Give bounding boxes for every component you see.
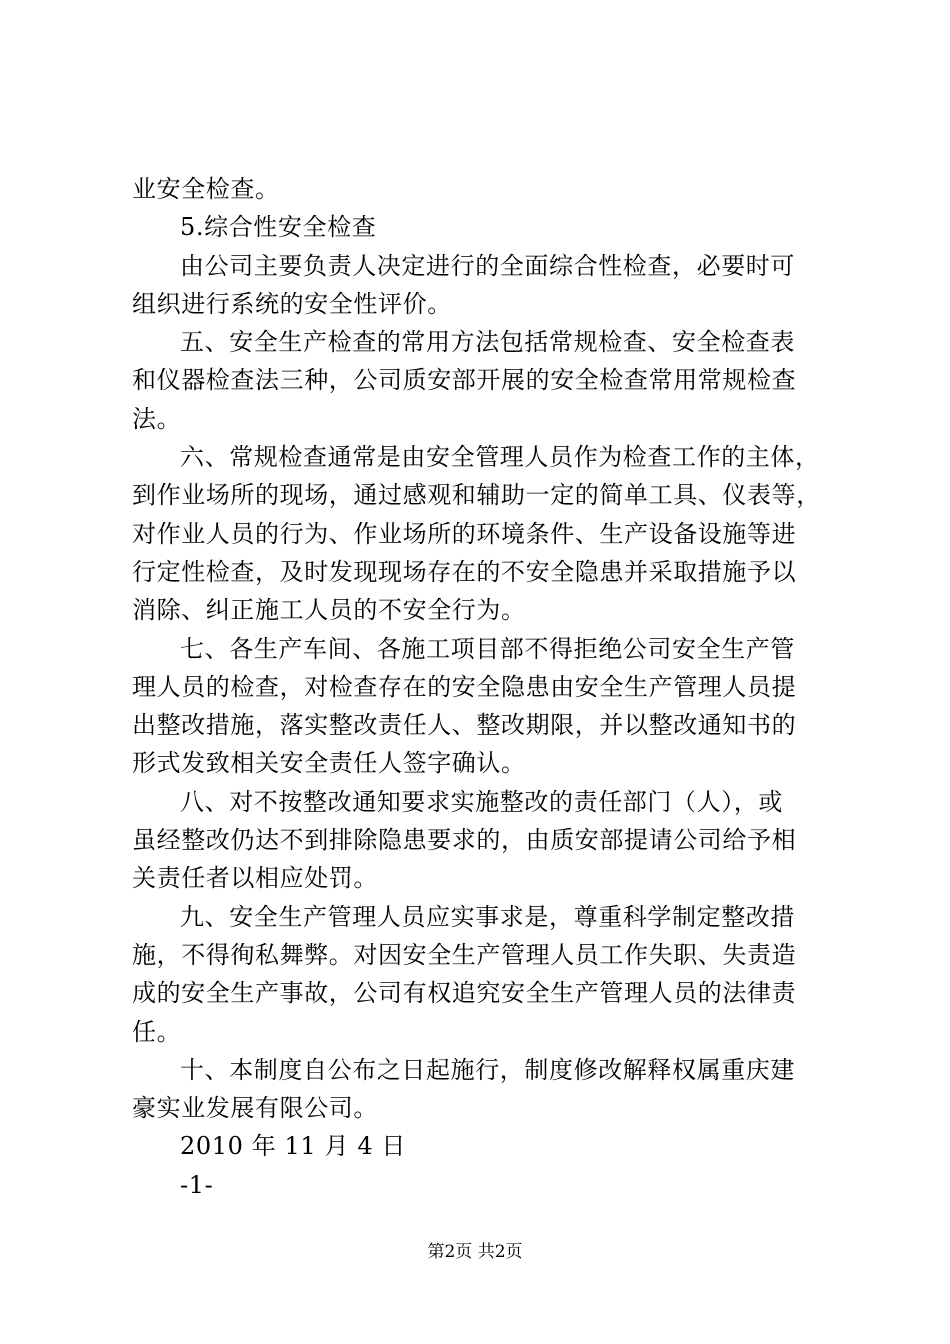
text-line: 关责任者以相应处罚。 [132,864,378,893]
text-line: 虽经整改仍达不到排除隐患要求的，由质安部提请公司给予相 [132,826,797,855]
text-line: 任。 [132,1017,182,1046]
text-line: 行定性检查，及时发现现场存在的不安全隐患并采取措施予以 [132,557,797,586]
page-footer: 第2页 共2页 [427,1242,523,1262]
text-line: 组织进行系统的安全性评价。 [132,289,452,318]
text-line: 八、对不按整改通知要求实施整改的责任部门（人），或 [180,787,783,816]
page-marker: -1- [180,1170,214,1199]
text-line: 到作业场所的现场，通过感观和辅助一定的简单工具、仪表等， [132,481,821,510]
document-date: 2010 年 11 月 4 日 [180,1132,407,1161]
text-line: 出整改措施，落实整改责任人、整改期限，并以整改通知书的 [132,711,797,740]
text-line: 豪实业发展有限公司。 [132,1094,378,1123]
text-line: 九、安全生产管理人员应实事求是，尊重科学制定整改措 [180,902,795,931]
text-line: 成的安全生产事故，公司有权追究安全生产管理人员的法律责 [132,979,797,1008]
text-line: 理人员的检查，对检查存在的安全隐患由安全生产管理人员提 [132,672,797,701]
text-line: 六、常规检查通常是由安全管理人员作为检查工作的主体， [180,443,820,472]
text-line: 业安全检查。 [132,175,280,203]
text-line: 施，不得徇私舞弊。对因安全生产管理人员工作失职、失责造 [132,940,797,969]
text-line: 七、各生产车间、各施工项目部不得拒绝公司安全生产管 [180,634,795,663]
text-line: 消除、纠正施工人员的不安全行为。 [132,596,526,625]
text-line: 由公司主要负责人决定进行的全面综合性检查，必要时可 [180,251,795,280]
text-line: 法。 [132,404,182,433]
section-heading: 5.综合性安全检查 [180,213,377,242]
text-line: 和仪器检查法三种，公司质安部开展的安全检查常用常规检查 [132,366,797,395]
text-line: 十、本制度自公布之日起施行，制度修改解释权属重庆建 [180,1055,795,1084]
text-line: 五、安全生产检查的常用方法包括常规检查、安全检查表 [180,328,795,357]
text-line: 对作业人员的行为、作业场所的环境条件、生产设备设施等进 [132,519,797,548]
document-body [132,170,834,1204]
text-line: 形式发致相关安全责任人签字确认。 [132,749,526,778]
